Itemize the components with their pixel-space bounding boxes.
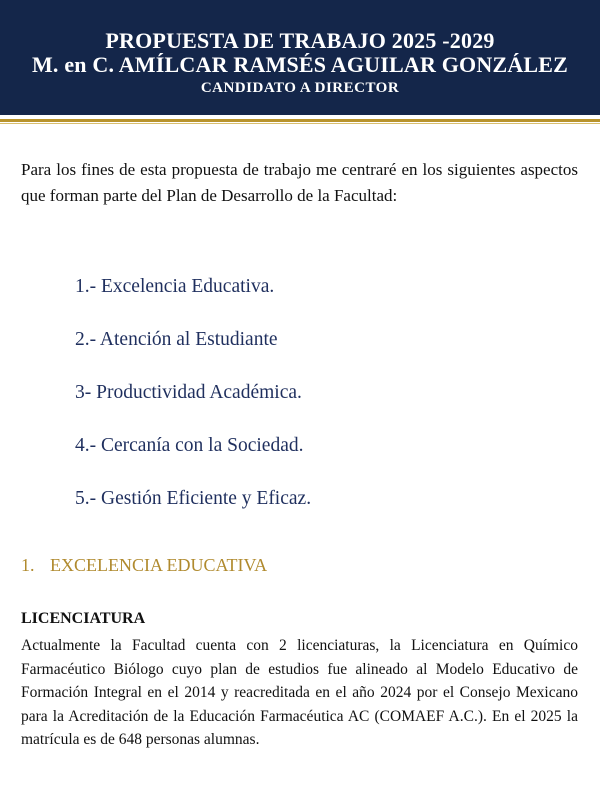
- candidate-role: CANDIDATO A DIRECTOR: [200, 80, 400, 96]
- section-number: 1.: [21, 555, 35, 575]
- subsection-body: Actualmente la Facultad cuenta con 2 licenciaturas, la Licenciatura en Químico Farmacéutico Biólogo cuyo plan de estudios fue alineado al Modelo Educativo de Formación Integral en el 2014 y reacreditada en el año 2024 por el Consejo Mexicano para la Acreditación de la Educación Farmacéutica AC (COMAEF A.C.). En el 2025 la matrícula es de 648 personas alumnas.: [21, 637, 578, 748]
- aspect-item: 4.- Cercanía con la Sociedad.: [75, 435, 304, 456]
- candidate-name: M. en C. AMÍLCAR RAMSÉS AGUILAR GONZÁLEZ: [31, 52, 569, 77]
- document-header: [0, 0, 600, 115]
- section-title-text: EXCELENCIA EDUCATIVA: [50, 555, 268, 575]
- header-gold-rule: [0, 119, 600, 122]
- header-gold-rule-thin: [0, 123, 600, 124]
- aspect-item: 3- Productividad Académica.: [75, 382, 302, 403]
- proposal-title: PROPUESTA DE TRABAJO 2025 -2029: [105, 28, 495, 53]
- aspect-item: 1.- Excelencia Educativa.: [75, 276, 275, 297]
- section-heading: [21, 555, 267, 576]
- subsection-heading: LICENCIATURA: [21, 610, 146, 627]
- aspects-list: [75, 275, 575, 540]
- aspect-item: 2.- Atención al Estudiante: [75, 329, 278, 350]
- aspect-item: 5.- Gestión Eficiente y Eficaz.: [75, 488, 312, 509]
- intro-paragraph: Para los fines de esta propuesta de trabajo me centraré en los siguientes aspectos que forman parte del Plan de Desarrollo de la Facultad:: [21, 160, 578, 205]
